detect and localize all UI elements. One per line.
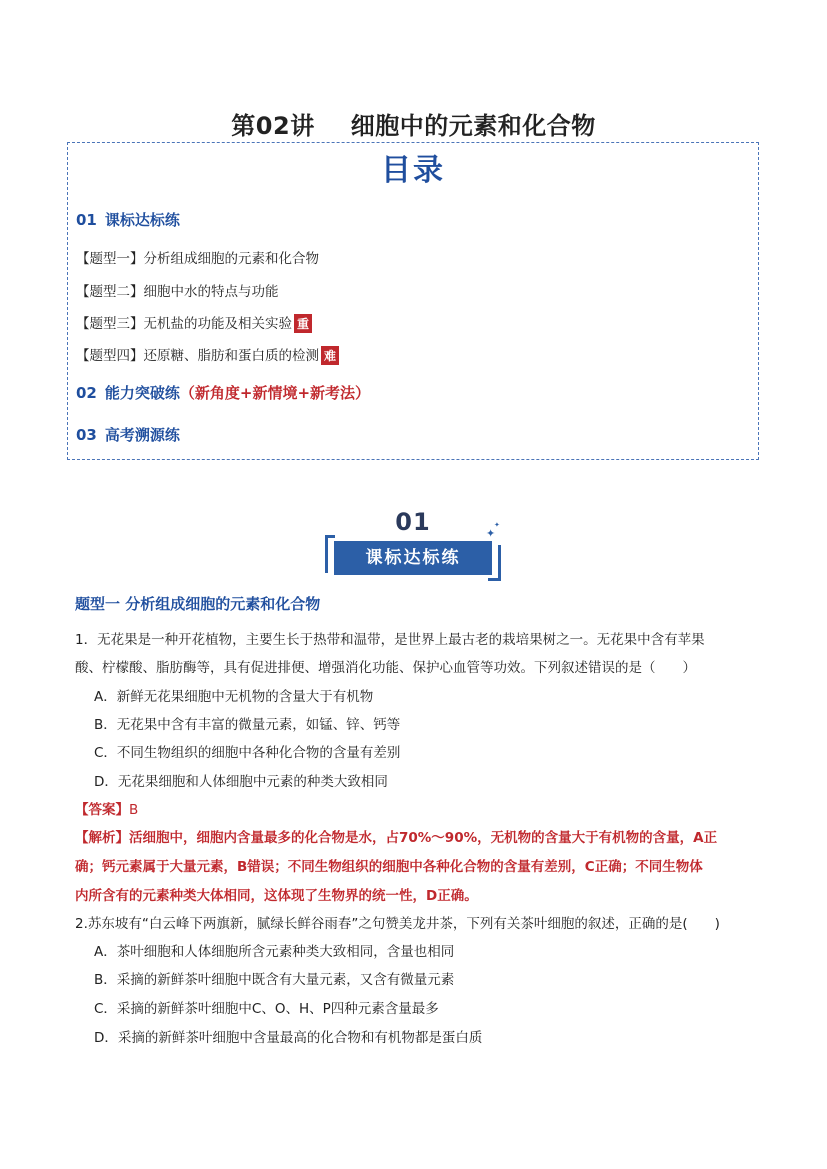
q1-analysis-line-1 (75, 826, 717, 846)
toc-section-02[interactable] (76, 382, 370, 403)
analysis-label: 【解析】 (75, 830, 129, 846)
difficult-badge: 难 (321, 346, 339, 365)
banner-bracket-left (325, 535, 328, 573)
sparkle-icon: ✦ (486, 527, 496, 540)
toc-section-01[interactable] (76, 209, 180, 230)
toc-topic-4[interactable] (76, 344, 339, 365)
q1-option-c: C．不同生物组织的细胞中各种化合物的含量有差别 (94, 745, 401, 761)
q2-option-d: D．采摘的新鲜茶叶细胞中含量最高的化合物和有机物都是蛋白质 (94, 1030, 483, 1046)
banner-bracket-right-bottom (488, 578, 501, 581)
toc-section-03[interactable] (76, 424, 180, 445)
toc-topic-label: 【题型三】无机盐的功能及相关实验 (76, 316, 292, 332)
banner-bracket-right (498, 545, 501, 581)
q1-stem-line-2: 酸、柠檬酸、脂肪酶等，具有促进排便、增强消化功能、保护心血管等功效。下列叙述错误的是（ ） (75, 660, 696, 676)
q1-option-b: B．无花果中含有丰富的微量元素，如锰、锌、钙等 (94, 717, 401, 733)
sparkle-small-icon: ✦ (494, 521, 500, 529)
banner-number: 01 (395, 508, 431, 536)
q1-analysis-line-3: 内所含有的元素种类大体相同，这体现了生物界的统一性，D正确。 (75, 888, 478, 904)
toc-section-label: 课标达标练 (104, 211, 180, 229)
important-badge: 重 (294, 314, 312, 333)
banner-bracket-left-top (325, 535, 335, 538)
q2-option-a: A．茶叶细胞和人体细胞所含元素种类大致相同，含量也相同 (94, 944, 455, 960)
banner-label: 课标达标练 (334, 541, 492, 575)
q1-stem-line-1: 1．无花果是一种开花植物，主要生长于热带和温带，是世界上最古老的栽培果树之一。无花果中含有苹果 (75, 632, 705, 648)
toc-section-label: 高考溯源练 (104, 426, 180, 444)
q1-answer (75, 798, 138, 818)
q1-analysis-line-2: 确；钙元素属于大量元素，B错误；不同生物组织的细胞中各种化合物的含量有差别，C正确；不同生物体 (75, 859, 703, 875)
section-banner (322, 505, 504, 585)
table-of-contents (67, 142, 759, 460)
toc-heading: 目录 (381, 153, 445, 188)
answer-value: B (129, 802, 139, 818)
answer-label: 【答案】 (75, 802, 129, 818)
lecture-topic: 细胞中的元素和化合物 (350, 112, 596, 140)
toc-section-label: 能力突破练 (104, 384, 180, 402)
toc-section-number: 03 (76, 426, 97, 444)
analysis-text: 活细胞中，细胞内含量最多的化合物是水，占70%～90%，无机物的含量大于有机物的含量，A正 (129, 830, 718, 846)
toc-section-number: 02 (76, 384, 97, 402)
document-title (0, 106, 827, 141)
toc-topic-1[interactable] (76, 247, 319, 267)
toc-section-number: 01 (76, 211, 97, 229)
lecture-number: 第02讲 (231, 112, 315, 140)
toc-topic-label: 【题型一】分析组成细胞的元素和化合物 (76, 251, 319, 267)
toc-topic-3[interactable] (76, 312, 312, 333)
q2-option-c: C．采摘的新鲜茶叶细胞中C、O、H、P四种元素含量最多 (94, 1001, 439, 1017)
q2-stem: 2.苏东坡有“白云峰下两旗新，腻绿长鲜谷雨春”之句赞美龙井茶，下列有关茶叶细胞的叙述，正确的是( ) (75, 916, 720, 932)
q1-option-d: D．无花果细胞和人体细胞中元素的种类大致相同 (94, 774, 388, 790)
q2-option-b: B．采摘的新鲜茶叶细胞中既含有大量元素，又含有微量元素 (94, 972, 455, 988)
toc-topic-2[interactable] (76, 280, 279, 300)
q1-option-a: A．新鲜无花果细胞中无机物的含量大于有机物 (94, 689, 374, 705)
toc-topic-label: 【题型四】还原糖、脂肪和蛋白质的检测 (76, 348, 319, 364)
question-type-heading: 题型一 分析组成细胞的元素和化合物 (75, 595, 321, 613)
toc-section-extra: （新角度+新情境+新考法） (179, 384, 371, 402)
toc-topic-label: 【题型二】细胞中水的特点与功能 (76, 284, 279, 300)
